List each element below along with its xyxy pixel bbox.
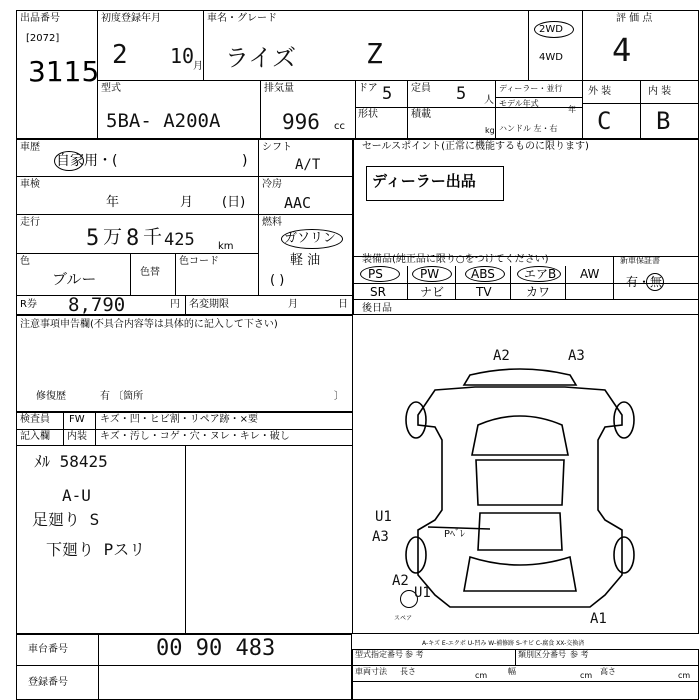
equip-airbag: エアB xyxy=(524,267,557,281)
score: 4 xyxy=(612,31,632,69)
disp-unit: cc xyxy=(334,121,345,132)
inspect-year: 年 xyxy=(106,195,120,210)
fuel: ガソリン xyxy=(284,231,337,246)
repair-value: 有 〔箇所 xyxy=(100,391,144,402)
cap-label: 定員 xyxy=(411,83,431,94)
equip-pw: PW xyxy=(420,267,440,281)
remark-3: 足廻り S xyxy=(32,510,100,529)
fw-items: キズ・凹・ヒビ割・リペア跡・×要 xyxy=(100,414,258,425)
model-ref-label: 型式指定番号 xyxy=(355,650,403,659)
inspector-label-2: 記入欄 xyxy=(20,431,50,442)
reg-month-unit: 月 xyxy=(193,61,203,72)
ac: AAC xyxy=(284,194,312,212)
recycle-label: R券 xyxy=(20,299,37,310)
shape-label: 形状 xyxy=(358,109,378,120)
reg-label: 登録番号 xyxy=(28,677,68,688)
mileage-unit: km xyxy=(218,241,234,252)
score-label: 評 価 点 xyxy=(616,13,653,24)
shift: A/T xyxy=(295,157,321,173)
recycle: 8,790 xyxy=(68,294,126,316)
mark-4: A3 xyxy=(372,529,389,545)
handle-label: ハンドル 左・右 xyxy=(499,124,558,133)
after-label: 後日品 xyxy=(362,303,392,314)
recycle-unit: 円 xyxy=(170,299,180,310)
reg-year: 2 xyxy=(112,40,128,70)
mark-7: U1 xyxy=(414,585,431,601)
mileage-label: 走行 xyxy=(20,217,40,228)
model-ref: 参 考 xyxy=(405,650,424,659)
inspector-label-1: 検査員 xyxy=(20,414,50,425)
size-label: 車両寸法 xyxy=(355,667,387,676)
model: 5BA- A200A xyxy=(106,110,221,132)
lot-label: 出品番号 xyxy=(20,13,60,24)
color: ブルー xyxy=(52,270,97,288)
lot-sub: [2072] xyxy=(26,33,60,44)
disp: 996 xyxy=(282,110,320,134)
warranty-label: 新車保証書 xyxy=(620,256,660,265)
remark-2: A-U xyxy=(62,486,91,505)
equip-tv: TV xyxy=(476,285,492,299)
mark-8: A1 xyxy=(590,611,607,627)
reg-label: 初度登録年月 xyxy=(101,13,161,24)
cap-unit: 人 xyxy=(484,95,494,106)
inspect-label: 車検 xyxy=(20,179,40,190)
equip-sr: SR xyxy=(370,285,386,299)
ext-label: 外 装 xyxy=(588,86,612,97)
doors: 5 xyxy=(382,84,393,104)
shift-label: シフト xyxy=(262,142,292,153)
history-label: 車歴 xyxy=(20,142,40,153)
model-label: 型式 xyxy=(101,83,121,94)
height-label: 高さ xyxy=(600,667,616,676)
spare-label: スペア xyxy=(394,615,413,622)
reg-month: 10 xyxy=(170,44,195,68)
color-code-label: 色コード xyxy=(179,256,219,267)
fw-label: FW xyxy=(69,414,85,425)
mileage-1: 5 xyxy=(86,226,100,251)
color-change-label: 色替 xyxy=(140,267,160,278)
repair-close: 〕 xyxy=(334,391,344,402)
width-unit: cm xyxy=(580,671,593,680)
disp-label: 排気量 xyxy=(264,83,294,94)
height-unit: cm xyxy=(678,671,691,680)
mark-6: A2 xyxy=(392,573,409,589)
equipment-label: 装備品(純正品に限り○をつけてください) xyxy=(362,254,549,265)
history-value: 自家用・( xyxy=(56,153,118,169)
equip-navi: ナビ xyxy=(420,285,445,299)
damage-legend: A-キズ E-エクボ U-凹み W-補修跡 S-サビ C-腐食 XX-交換済 xyxy=(422,640,585,647)
inspect-day: (日) xyxy=(222,195,246,210)
mileage-2-unit: 千 xyxy=(143,226,163,248)
title-month: 月 xyxy=(288,299,298,310)
length-unit: cm xyxy=(475,671,488,680)
lot-number: 3115 xyxy=(28,55,100,88)
mileage-1-unit: 万 xyxy=(103,226,123,248)
grade: Z xyxy=(366,37,383,70)
repair-label: 修復歴 xyxy=(36,391,66,402)
mileage-3: 425 xyxy=(164,230,195,250)
car-diagram xyxy=(400,345,640,630)
load-label: 積載 xyxy=(411,109,431,120)
ac-label: 冷房 xyxy=(262,179,282,190)
length-label: 長さ xyxy=(400,667,416,676)
equip-ps: PS xyxy=(368,267,383,281)
fuel-3: ( ) xyxy=(270,273,285,288)
color-label: 色 xyxy=(20,256,30,267)
equip-abs: ABS xyxy=(471,267,495,281)
mileage-2: 8 xyxy=(126,226,140,251)
capacity: 5 xyxy=(456,84,467,104)
class-ref: 参 考 xyxy=(570,650,589,659)
title-day: 日 xyxy=(338,299,348,310)
name-label: 車名・グレード xyxy=(207,13,277,24)
int-label: 内 装 xyxy=(648,86,672,97)
chassis: 00 90 483 xyxy=(156,636,276,661)
mark-3: U1 xyxy=(375,509,392,525)
fuel-2: 軽 油 xyxy=(290,253,321,268)
mark-2: A3 xyxy=(568,348,585,364)
fuel-label: 燃料 xyxy=(262,217,282,228)
remark-1: ﾒﾙ 58425 xyxy=(34,452,108,471)
notes-label: 注意事項申告欄(不具合内容等は具体的に記入して下さい) xyxy=(20,319,278,330)
int-grade: B xyxy=(656,107,671,135)
mark-1: A2 xyxy=(493,348,510,364)
sales-label: セールスポイント(正常に機能するものに限ります) xyxy=(362,141,589,152)
year-unit: 年 xyxy=(568,105,576,114)
width-label: 幅 xyxy=(508,667,516,676)
title-label: 名変期限 xyxy=(189,299,229,310)
interior-items: キズ・汚し・コゲ・穴・ヌレ・キレ・破し xyxy=(100,431,290,442)
class-ref-label: 類別区分番号 xyxy=(518,650,566,659)
history-close: ) xyxy=(242,153,248,169)
load-unit: kg xyxy=(485,126,495,135)
modelyear-label: モデル年式 xyxy=(499,99,539,108)
warranty: 有・無 xyxy=(626,275,663,289)
dealer-label: ディーラー・並行 xyxy=(499,84,563,93)
sales-point: ディーラー出品 xyxy=(372,172,476,190)
drive-4wd: 4WD xyxy=(539,52,563,63)
inspect-month: 月 xyxy=(180,195,194,210)
equip-leather: カワ xyxy=(526,285,551,299)
equip-aw: AW xyxy=(580,267,600,281)
door-label: ドア xyxy=(358,83,378,94)
remark-4: 下廻り Pスリ xyxy=(46,540,146,559)
car-name: ライズ xyxy=(225,44,297,72)
chassis-label: 車台番号 xyxy=(28,644,68,655)
drive-2wd: 2WD xyxy=(539,24,563,35)
mark-5: Pﾍﾞﾚ xyxy=(444,529,466,540)
ext-grade: C xyxy=(597,107,612,135)
interior-label: 内装 xyxy=(67,431,87,442)
